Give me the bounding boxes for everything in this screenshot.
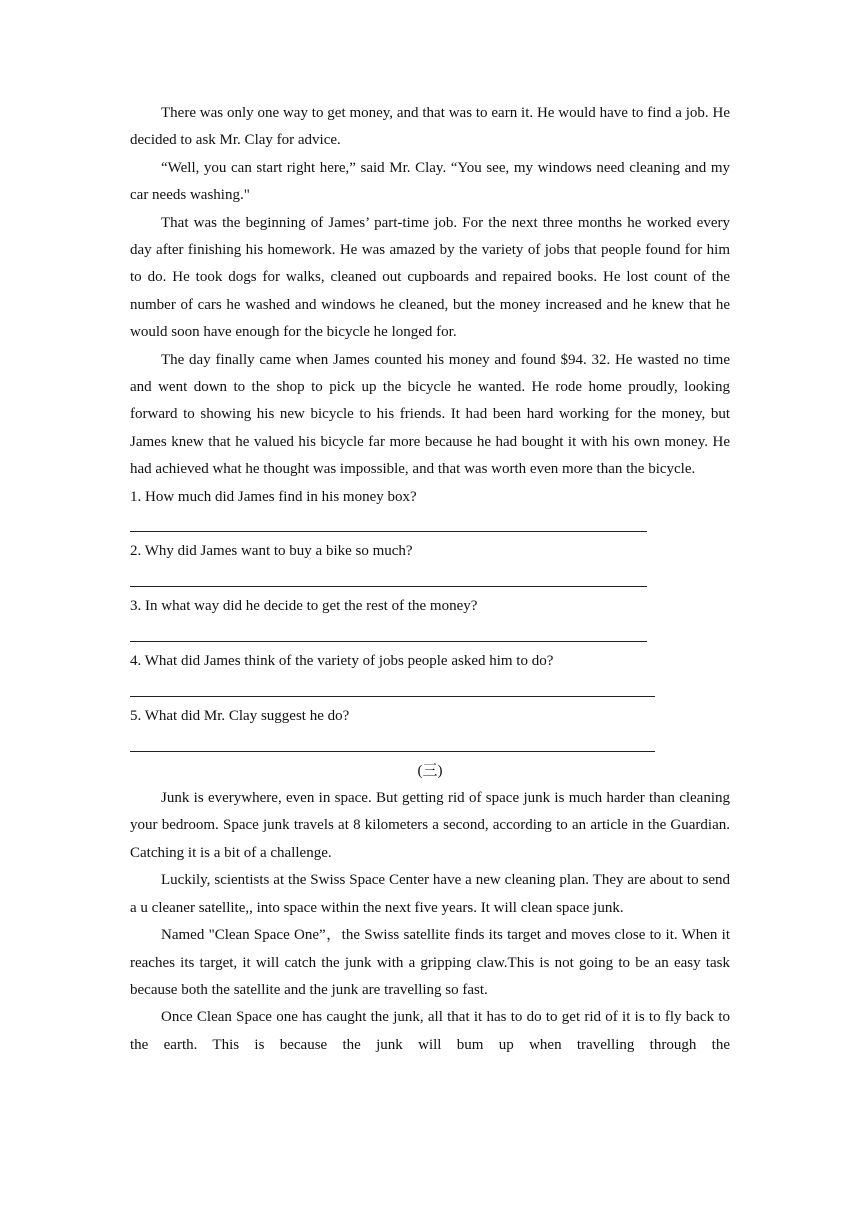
paragraph: Luckily, scientists at the Swiss Space Center have a new cleaning plan. They are about to send a u cleaner satellite,, into space within the next five years. It will clean space junk. — [130, 872, 730, 916]
answer-line-4[interactable] — [130, 675, 730, 702]
paragraph: There was only one way to get money, and that was to earn it. He would have to find a job. He decided to ask Mr. Clay for advice. — [130, 105, 730, 149]
paragraph: Named "Clean Space One”，the Swiss satellite finds its target and moves close to it. When it reaches its target, it will catch the junk with a gripping claw.This is not going to be an easy task because both the satellite and the junk are travelling so fast. — [130, 927, 730, 998]
paragraph: “Well, you can start right here,” said Mr. Clay. “You see, my windows need cleaning and my car needs washing." — [130, 159, 730, 204]
question-1: 1. How much did James find in his money box? — [130, 488, 417, 505]
paragraph: Once Clean Space one has caught the junk, all that it has to do to get rid of it is to fly back to the earth. This is because the junk will bum up when travelling through the — [130, 1009, 730, 1053]
paragraph: The day finally came when James counted his money and found $94. 32. He wasted no time and went down to the shop to pick up the bicycle he wanted. He rode home proudly, looking forward to showing his new bicycle to his friends. It had been hard working for the money, but James knew that he valued his bicycle far more because he had bought it with his own money. He had achieved what he thought was impossible, and that was worth even more than the bicycle. — [130, 351, 730, 478]
answer-line-5[interactable] — [130, 730, 730, 757]
document-body — [130, 100, 730, 1059]
question-2: 2. Why did James want to buy a bike so much? — [130, 543, 413, 560]
section-title: (三) — [417, 762, 443, 779]
answer-line-1[interactable] — [130, 511, 730, 538]
answer-line-3[interactable] — [130, 621, 730, 648]
paragraph: That was the beginning of James’ part-time job. For the next three months he worked every day after finishing his homework. He was amazed by the variety of jobs that people found for him to do. He took dogs for walks, cleaned out cupboards and repaired books. He lost count of the number of cars he washed and windows he cleaned, but the money increased and he knew that he would soon have enough for the bicycle he longed for. — [130, 214, 730, 341]
paragraph: Junk is everywhere, even in space. But getting rid of space junk is much harder than cleaning your bedroom. Space junk travels at 8 kilometers a second, according to an article in the Guardian. Catching it is a bit of a challenge. — [130, 790, 730, 861]
question-4: 4. What did James think of the variety of jobs people asked him to do? — [130, 653, 554, 670]
question-3: 3. In what way did he decide to get the rest of the money? — [130, 598, 478, 615]
answer-line-2[interactable] — [130, 566, 730, 593]
question-5: 5. What did Mr. Clay suggest he do? — [130, 707, 350, 724]
